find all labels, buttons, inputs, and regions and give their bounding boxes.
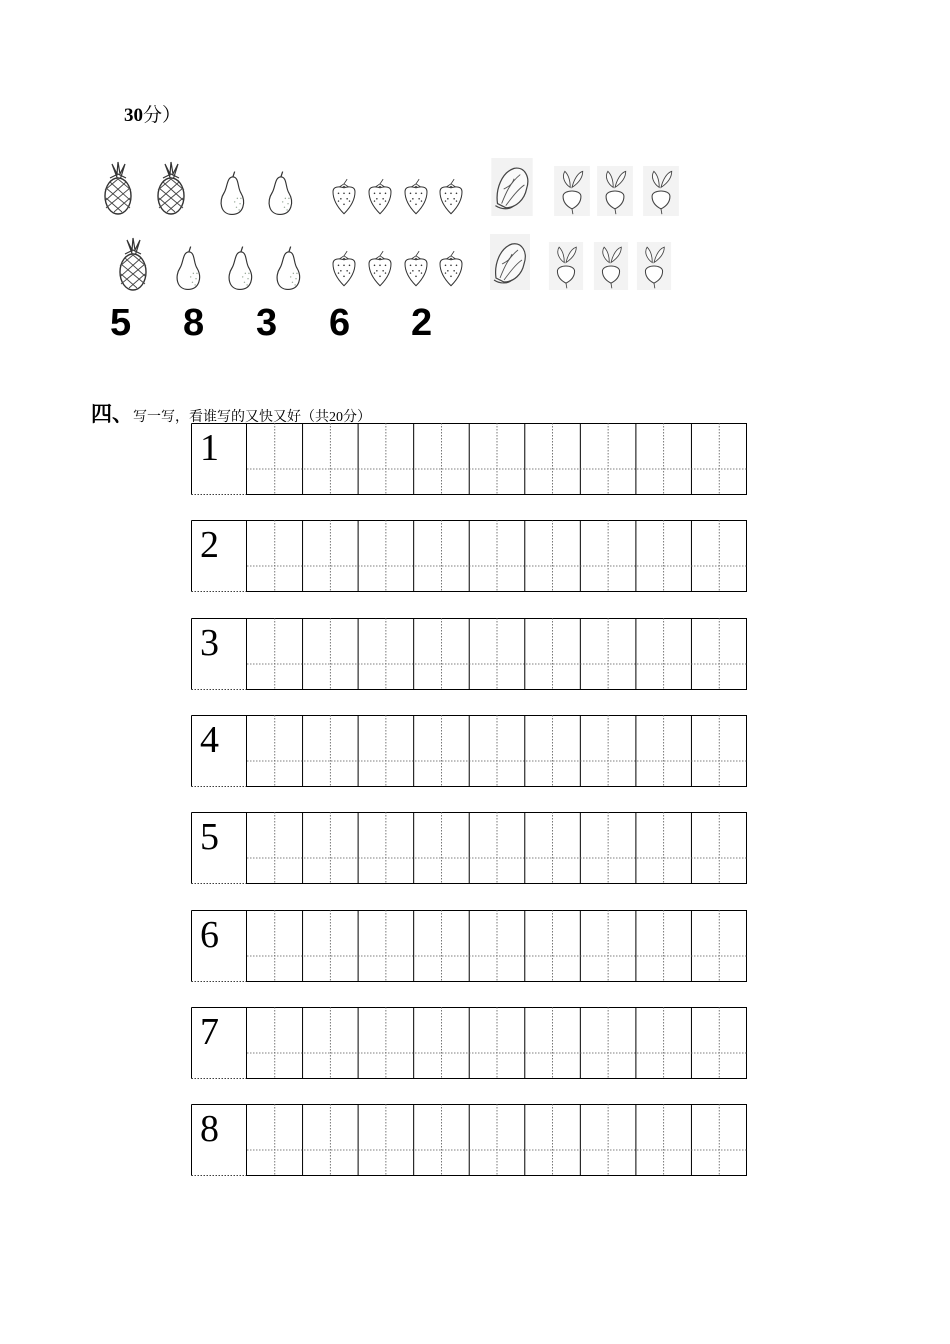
count-number: 2 bbox=[411, 302, 433, 344]
pear-icon bbox=[166, 243, 210, 298]
model-digit: 2 bbox=[200, 524, 219, 566]
pear-icon bbox=[218, 243, 262, 298]
strawberry-icon bbox=[326, 176, 362, 225]
pear-icon bbox=[210, 168, 254, 223]
pineapple-icon bbox=[151, 160, 191, 221]
pear-icon bbox=[266, 243, 310, 298]
strawberry-icon bbox=[326, 248, 362, 297]
strawberry-icon bbox=[362, 248, 398, 297]
strawberry-icon bbox=[433, 176, 469, 225]
radish-icon bbox=[638, 166, 684, 221]
model-digit: 7 bbox=[200, 1011, 219, 1053]
model-digit: 8 bbox=[200, 1108, 219, 1150]
model-digit: 4 bbox=[200, 719, 219, 761]
strawberry-icon bbox=[398, 176, 434, 225]
writing-row bbox=[191, 715, 747, 787]
radish-icon bbox=[545, 242, 587, 295]
writing-row bbox=[191, 910, 747, 982]
radish-icon bbox=[632, 242, 676, 295]
model-digit: 3 bbox=[200, 622, 219, 664]
cabbage-icon bbox=[482, 158, 542, 221]
writing-row bbox=[191, 520, 747, 592]
count-number: 3 bbox=[256, 302, 278, 344]
model-digit: 6 bbox=[200, 914, 219, 956]
radish-icon bbox=[590, 242, 632, 295]
count-number: 5 bbox=[110, 302, 132, 344]
pear-icon bbox=[258, 168, 302, 223]
section-number: 四、 bbox=[91, 402, 133, 426]
strawberry-icon bbox=[398, 248, 434, 297]
pineapple-icon bbox=[113, 236, 153, 297]
section-points: 20 bbox=[329, 410, 343, 425]
pineapple-icon bbox=[98, 160, 138, 221]
writing-row bbox=[191, 618, 747, 690]
writing-row bbox=[191, 812, 747, 884]
model-digit: 1 bbox=[200, 427, 219, 469]
score-fragment bbox=[124, 100, 181, 127]
score-number: 30 bbox=[124, 105, 143, 126]
writing-row bbox=[191, 1104, 747, 1176]
strawberry-icon bbox=[362, 176, 398, 225]
count-number: 6 bbox=[329, 302, 351, 344]
radish-icon bbox=[550, 166, 594, 221]
count-number: 8 bbox=[183, 302, 205, 344]
writing-row bbox=[191, 423, 747, 495]
section-instruction: 写一写，看谁写的又快又好（共 bbox=[133, 410, 329, 425]
radish-icon bbox=[593, 166, 637, 221]
strawberry-icon bbox=[433, 248, 469, 297]
model-digit: 5 bbox=[200, 816, 219, 858]
score-unit: 分） bbox=[143, 105, 182, 126]
cabbage-icon bbox=[481, 234, 539, 295]
writing-row bbox=[191, 1007, 747, 1079]
section-unit: 分） bbox=[343, 410, 371, 425]
